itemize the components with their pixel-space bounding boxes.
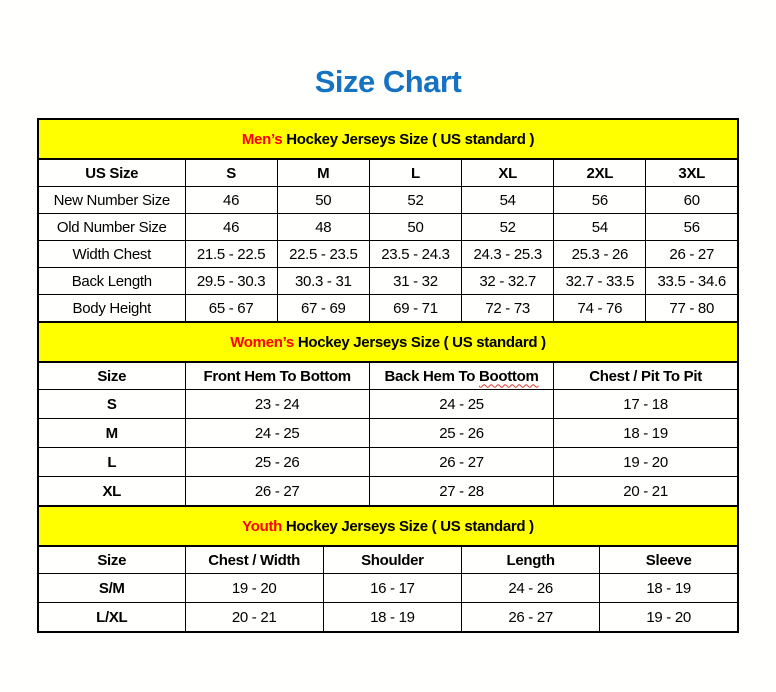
column-header-row	[38, 362, 738, 390]
column-header: S	[185, 159, 277, 187]
table-cell: 50	[369, 214, 461, 241]
youth-size-table	[37, 505, 739, 633]
table-cell: 30.3 - 31	[277, 268, 369, 295]
table-cell: 25 - 26	[185, 448, 369, 477]
table-cell: 60	[646, 187, 738, 214]
table-row	[38, 477, 738, 507]
table-cell: 24 - 26	[462, 574, 600, 603]
table-row	[38, 419, 738, 448]
table-cell: 46	[185, 187, 277, 214]
column-header: 3XL	[646, 159, 738, 187]
column-header: Chest / Pit To Pit	[554, 362, 738, 390]
row-label: Body Height	[38, 295, 185, 323]
row-label: Old Number Size	[38, 214, 185, 241]
table-cell: 33.5 - 34.6	[646, 268, 738, 295]
table-row	[38, 448, 738, 477]
table-cell: 24 - 25	[369, 390, 553, 419]
page-title: Size Chart	[314, 64, 462, 99]
column-header: M	[277, 159, 369, 187]
table-cell: 26 - 27	[462, 603, 600, 633]
table-row	[38, 295, 738, 323]
table-cell: 54	[462, 187, 554, 214]
table-cell: 27 - 28	[369, 477, 553, 507]
table-cell: 17 - 18	[554, 390, 738, 419]
table-row	[38, 603, 738, 633]
table-cell: 74 - 76	[554, 295, 646, 323]
table-cell: 77 - 80	[646, 295, 738, 323]
table-cell: 32.7 - 33.5	[554, 268, 646, 295]
table-cell: 24 - 25	[185, 419, 369, 448]
table-cell: 52	[462, 214, 554, 241]
column-header-row	[38, 546, 738, 574]
table-cell: 46	[185, 214, 277, 241]
row-label: Width Chest	[38, 241, 185, 268]
table-cell: 69 - 71	[369, 295, 461, 323]
table-cell: 31 - 32	[369, 268, 461, 295]
column-header: Size	[38, 546, 185, 574]
column-header: XL	[462, 159, 554, 187]
table-row	[38, 574, 738, 603]
table-cell: 26 - 27	[646, 241, 738, 268]
womens-size-table	[37, 321, 739, 507]
table-cell: 26 - 27	[185, 477, 369, 507]
table-cell: 54	[554, 214, 646, 241]
row-label: S	[38, 390, 185, 419]
table-cell: 56	[646, 214, 738, 241]
table-cell: 25.3 - 26	[554, 241, 646, 268]
womens-section-header	[38, 322, 738, 362]
table-cell: 65 - 67	[185, 295, 277, 323]
table-cell: 18 - 19	[600, 574, 738, 603]
section-title-text: Hockey Jerseys Size ( US standard )	[285, 517, 534, 535]
youth-section-header	[38, 506, 738, 546]
row-label: L/XL	[38, 603, 185, 633]
table-cell: 48	[277, 214, 369, 241]
column-header: Chest / Width	[185, 546, 323, 574]
table-cell: 21.5 - 22.5	[185, 241, 277, 268]
table-cell: 22.5 - 23.5	[277, 241, 369, 268]
table-cell: 29.5 - 30.3	[185, 268, 277, 295]
table-cell: 23.5 - 24.3	[369, 241, 461, 268]
column-header: Shoulder	[323, 546, 461, 574]
section-highlight-label: Youth	[242, 517, 283, 535]
table-cell: 19 - 20	[185, 574, 323, 603]
misspelled-word: Boottom	[478, 367, 539, 385]
row-label: XL	[38, 477, 185, 507]
table-cell: 19 - 20	[600, 603, 738, 633]
column-header: Sleeve	[600, 546, 738, 574]
table-cell: 20 - 21	[554, 477, 738, 507]
section-title-text: Hockey Jerseys Size ( US standard )	[297, 333, 546, 351]
row-label: L	[38, 448, 185, 477]
table-row	[38, 187, 738, 214]
section-header-row	[38, 506, 738, 546]
mens-section-header	[38, 119, 738, 159]
table-cell: 24.3 - 25.3	[462, 241, 554, 268]
mens-size-table	[37, 118, 739, 323]
table-cell: 50	[277, 187, 369, 214]
column-header: Back Hem To Boottom	[369, 362, 553, 390]
table-cell: 32 - 32.7	[462, 268, 554, 295]
table-row	[38, 268, 738, 295]
table-cell: 19 - 20	[554, 448, 738, 477]
section-highlight-label: Women’s	[230, 333, 294, 351]
section-header-row	[38, 119, 738, 159]
table-cell: 52	[369, 187, 461, 214]
row-label: Back Length	[38, 268, 185, 295]
column-header: Front Hem To Bottom	[185, 362, 369, 390]
column-header: 2XL	[554, 159, 646, 187]
column-header: L	[369, 159, 461, 187]
size-chart	[37, 118, 739, 633]
table-cell: 18 - 19	[554, 419, 738, 448]
column-header: Size	[38, 362, 185, 390]
table-cell: 25 - 26	[369, 419, 553, 448]
row-label: S/M	[38, 574, 185, 603]
table-cell: 16 - 17	[323, 574, 461, 603]
table-row	[38, 241, 738, 268]
table-cell: 26 - 27	[369, 448, 553, 477]
column-header: US Size	[38, 159, 185, 187]
table-cell: 23 - 24	[185, 390, 369, 419]
table-row	[38, 390, 738, 419]
row-label: M	[38, 419, 185, 448]
table-cell: 67 - 69	[277, 295, 369, 323]
table-cell: 18 - 19	[323, 603, 461, 633]
column-header-row	[38, 159, 738, 187]
table-row	[38, 214, 738, 241]
section-header-row	[38, 322, 738, 362]
column-header: Length	[462, 546, 600, 574]
table-cell: 20 - 21	[185, 603, 323, 633]
section-title-text: Hockey Jerseys Size ( US standard )	[286, 130, 535, 148]
table-cell: 72 - 73	[462, 295, 554, 323]
section-highlight-label: Men’s	[241, 130, 283, 148]
table-cell: 56	[554, 187, 646, 214]
row-label: New Number Size	[38, 187, 185, 214]
